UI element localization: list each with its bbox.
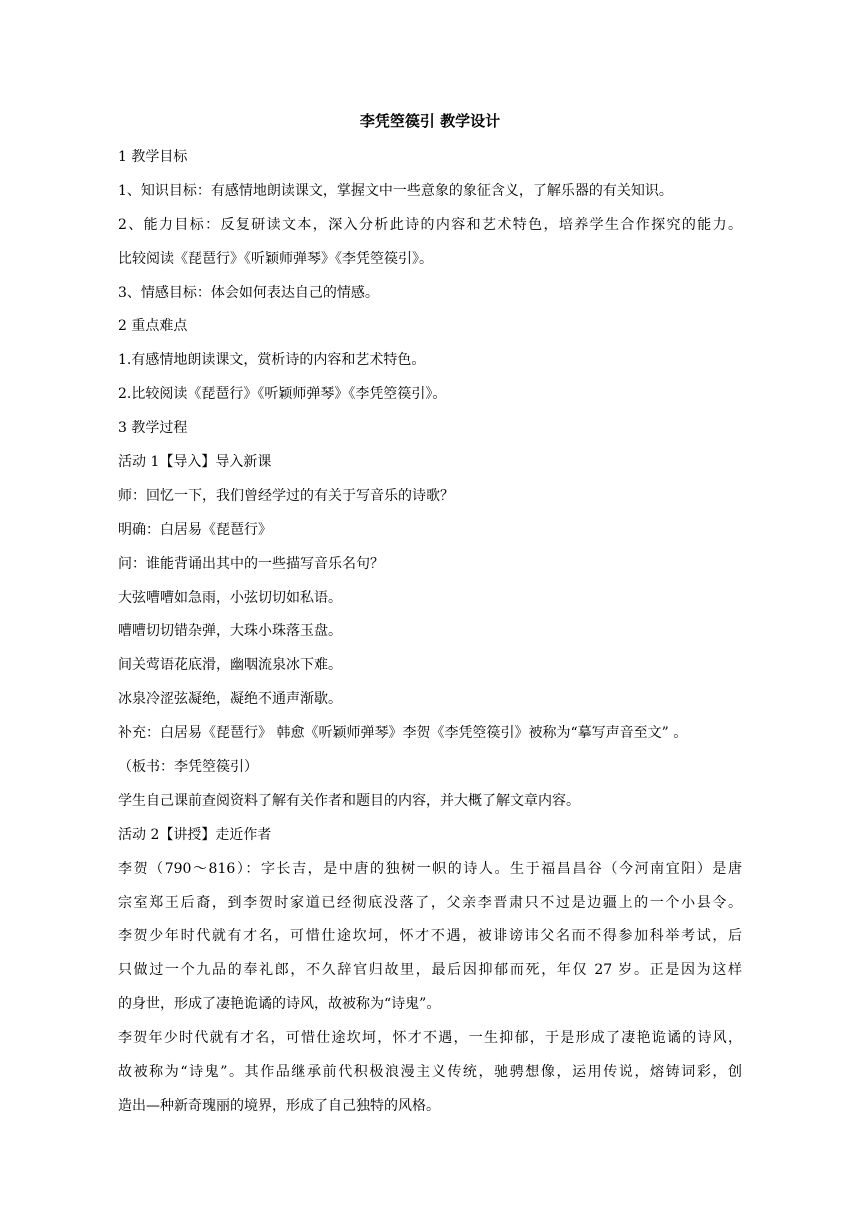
section-heading: 3 教学过程 <box>118 420 188 437</box>
paragraph-line: 比较阅读《琵琶行》《听颖师弹琴》《李凭箜篌引》。 <box>118 250 433 267</box>
paragraph-line: 1.有感情地朗读课文，赏析诗的内容和艺术特色。 <box>118 352 426 369</box>
paragraph-line: 的身世，形成了凄艳诡谲的诗风，故被称为“诗鬼”。 <box>118 996 441 1013</box>
poem-line: 冰泉冷涩弦凝绝，凝绝不通声渐歇。 <box>118 691 342 708</box>
activity-heading: 活动 1【导入】导入新课 <box>118 454 272 471</box>
paragraph-line: （板书：李凭箜篌引） <box>118 759 258 776</box>
paragraph-line: 2、能力目标：反复研读文本，深入分析此诗的内容和艺术特色，培养学生合作探究的能力。 <box>118 216 742 233</box>
paragraph-line: 宗室郑王后裔，到李贺时家道已经彻底没落了，父亲李晋肃只不过是边疆上的一个小县令。 <box>118 894 742 911</box>
paragraph-line: 问：谁能背诵出其中的一些描写音乐名句？ <box>118 555 384 572</box>
paragraph-line: 2.比较阅读《琵琶行》《听颖师弹琴》《李凭箜篌引》。 <box>118 386 447 403</box>
paragraph-line: 李贺（790～816）：字长吉，是中唐的独树一帜的诗人。生于福昌昌谷（今河南宜阳）是唐 <box>118 860 742 877</box>
paragraph-line: 学生自己课前查阅资料了解有关作者和题目的内容，并大概了解文章内容。 <box>118 792 580 809</box>
paragraph-line: 李贺年少时代就有才名，可惜仕途坎坷，怀才不遇，一生抑郁，于是形成了凄艳诡谲的诗风， <box>118 1030 742 1047</box>
poem-line: 嘈嘈切切错杂弹，大珠小珠落玉盘。 <box>118 623 342 640</box>
section-heading: 2 重点难点 <box>118 318 188 335</box>
paragraph-line: 3、情感目标：体会如何表达自己的情感。 <box>118 284 379 301</box>
paragraph-line: 1、知识目标：有感情地朗读课文，掌握文中一些意象的象征含义，了解乐器的有关知识。 <box>118 182 673 199</box>
paragraph-line: 师：回忆一下，我们曾经学过的有关于写音乐的诗歌？ <box>118 487 454 504</box>
paragraph-line: 只做过一个九品的奉礼郎，不久辞官归故里，最后因抑郁而死，年仅 27 岁。正是因为这样 <box>118 962 742 979</box>
poem-line: 间关莺语花底滑，幽咽流泉冰下难。 <box>118 657 342 674</box>
activity-heading: 活动 2【讲授】走近作者 <box>118 826 272 843</box>
paragraph-line: 明确：白居易《琵琶行》 <box>118 521 272 538</box>
document-body <box>118 143 742 1126</box>
paragraph-line: 李贺少年时代就有才名，可惜仕途坎坷，怀才不遇，被诽谤讳父名而不得参加科举考试，后 <box>118 928 742 945</box>
poem-line: 大弦嘈嘈如急雨，小弦切切如私语。 <box>118 589 342 606</box>
paragraph-line: 故被称为“诗鬼”。其作品继承前代积极浪漫主义传统，驰骋想像，运用传说，熔铸词彩，创 <box>118 1064 742 1081</box>
section-heading: 1 教学目标 <box>118 149 188 165</box>
paragraph-line: 补充：白居易《琵琶行》 韩愈《听颖师弹琴》李贺《李凭箜篌引》被称为“摹写声音至文” 。 <box>118 725 688 742</box>
paragraph-line: 造出—种新奇瑰丽的境界，形成了自己独特的风格。 <box>118 1097 440 1114</box>
document-title: 李凭箜篌引 教学设计 <box>359 112 501 130</box>
